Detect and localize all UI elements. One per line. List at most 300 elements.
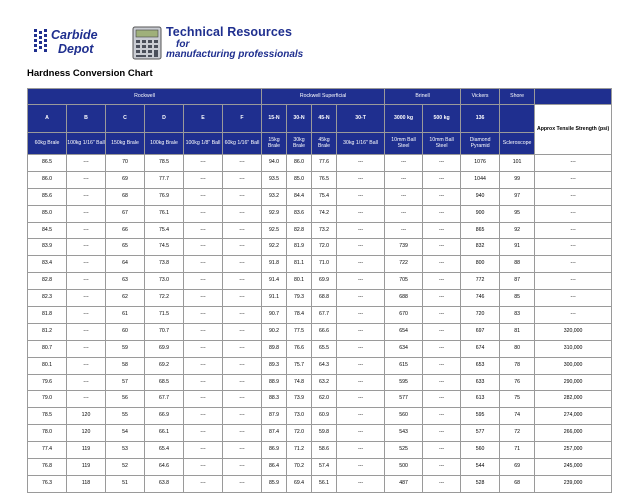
table-cell: --- — [337, 290, 385, 307]
table-cell: --- — [337, 307, 385, 324]
table-cell: --- — [184, 188, 223, 205]
table-cell: 66.6 — [312, 323, 337, 340]
table-cell: 86.5 — [28, 155, 67, 172]
table-cell: --- — [184, 171, 223, 188]
table-cell: --- — [423, 273, 461, 290]
table-cell: 93.2 — [262, 188, 287, 205]
table-cell: 239,000 — [535, 475, 612, 492]
table-cell: --- — [337, 340, 385, 357]
table-cell: 63.8 — [145, 475, 184, 492]
table-row — [28, 222, 612, 239]
table-cell: 91.4 — [262, 273, 287, 290]
table-cell: 120 — [67, 425, 106, 442]
tagline-heading: Technical Resources — [166, 25, 293, 39]
table-cell: 940 — [461, 188, 500, 205]
sub-header-cell: Diamond Pyramid — [461, 133, 500, 155]
table-cell: --- — [67, 357, 106, 374]
table-cell: --- — [223, 205, 262, 222]
table-cell: 290,000 — [535, 374, 612, 391]
table-cell: 577 — [385, 391, 423, 408]
table-cell: --- — [67, 205, 106, 222]
table-cell: 66.1 — [145, 425, 184, 442]
group-header-row — [28, 89, 612, 105]
table-cell: --- — [535, 171, 612, 188]
table-cell: 66 — [106, 222, 145, 239]
table-cell: --- — [337, 425, 385, 442]
table-cell: 91 — [500, 239, 535, 256]
table-cell: --- — [535, 290, 612, 307]
table-cell: --- — [223, 290, 262, 307]
table-cell: 82.3 — [28, 290, 67, 307]
table-cell: 615 — [385, 357, 423, 374]
tagline-for: for — [176, 38, 190, 50]
table-cell: 55 — [106, 408, 145, 425]
scale-header-30n: 30-N — [287, 105, 312, 133]
table-cell: --- — [423, 357, 461, 374]
table-cell: --- — [223, 256, 262, 273]
scale-header-f: F — [223, 105, 262, 133]
table-cell: 86.0 — [287, 155, 312, 172]
table-cell: 58 — [106, 357, 145, 374]
table-cell: 56.1 — [312, 475, 337, 492]
table-cell: --- — [337, 442, 385, 459]
table-cell: 80 — [500, 340, 535, 357]
carbide-depot-logo — [34, 27, 126, 55]
table-cell: 83.4 — [28, 256, 67, 273]
table-cell: 525 — [385, 442, 423, 459]
table-cell: --- — [184, 425, 223, 442]
table-cell: 266,000 — [535, 425, 612, 442]
table-cell: --- — [67, 323, 106, 340]
table-cell: 595 — [385, 374, 423, 391]
table-cell: 72.0 — [287, 425, 312, 442]
table-cell: 89.8 — [262, 340, 287, 357]
table-cell: 543 — [385, 425, 423, 442]
table-row — [28, 442, 612, 459]
table-cell: 500 — [385, 459, 423, 476]
table-cell: 75.7 — [287, 357, 312, 374]
scale-header-3000kg: 3000 kg — [385, 105, 423, 133]
table-cell: --- — [423, 307, 461, 324]
table-cell: 69 — [500, 459, 535, 476]
sub-header-cell: 150kg Brale — [106, 133, 145, 155]
sub-header-cell: 45kg Brale — [312, 133, 337, 155]
table-cell: 69.9 — [312, 273, 337, 290]
table-cell: 79.0 — [28, 391, 67, 408]
table-cell: 634 — [385, 340, 423, 357]
table-cell: 79.3 — [287, 290, 312, 307]
table-cell: 800 — [461, 256, 500, 273]
sub-header-cell: 60kg 1/16" Ball — [223, 133, 262, 155]
table-cell: 93.5 — [262, 171, 287, 188]
group-header-vickers: Vickers — [461, 89, 500, 105]
table-cell: 81 — [500, 323, 535, 340]
table-cell: 59.8 — [312, 425, 337, 442]
table-cell: --- — [385, 205, 423, 222]
table-cell: 69.2 — [145, 357, 184, 374]
table-cell: 688 — [385, 290, 423, 307]
table-cell: 900 — [461, 205, 500, 222]
table-cell: 70.2 — [287, 459, 312, 476]
calculator-icon — [132, 26, 162, 60]
table-cell: 81.1 — [287, 256, 312, 273]
table-cell: 119 — [67, 442, 106, 459]
table-cell: 64.6 — [145, 459, 184, 476]
table-cell: 71 — [500, 442, 535, 459]
table-cell: 66.9 — [145, 408, 184, 425]
table-cell: 80.7 — [28, 340, 67, 357]
table-cell: --- — [423, 442, 461, 459]
table-cell: 76.3 — [28, 475, 67, 492]
table-cell: 274,000 — [535, 408, 612, 425]
table-cell: 94.0 — [262, 155, 287, 172]
table-cell: 89.3 — [262, 357, 287, 374]
table-cell: --- — [535, 256, 612, 273]
table-cell: 60.9 — [312, 408, 337, 425]
table-cell: 68 — [500, 475, 535, 492]
table-cell: 487 — [385, 475, 423, 492]
scale-header-b: B — [67, 105, 106, 133]
table-cell: 84.4 — [287, 188, 312, 205]
table-cell: --- — [223, 374, 262, 391]
table-cell: 70.7 — [145, 323, 184, 340]
table-row — [28, 273, 612, 290]
table-cell: 74.5 — [145, 239, 184, 256]
table-cell: --- — [337, 323, 385, 340]
table-cell: --- — [535, 188, 612, 205]
sub-header-cell: 10mm Ball Steel — [423, 133, 461, 155]
table-cell: --- — [67, 374, 106, 391]
sub-header-cell: Scleroscope — [500, 133, 535, 155]
table-cell: 720 — [461, 307, 500, 324]
table-cell: 82.8 — [287, 222, 312, 239]
table-cell: --- — [223, 188, 262, 205]
table-cell: 320,000 — [535, 323, 612, 340]
table-cell: 1076 — [461, 155, 500, 172]
table-cell: --- — [337, 459, 385, 476]
table-cell: --- — [184, 442, 223, 459]
table-cell: --- — [223, 391, 262, 408]
table-cell: 81.2 — [28, 323, 67, 340]
table-cell: 65.4 — [145, 442, 184, 459]
table-cell: 76.6 — [287, 340, 312, 357]
table-cell: 697 — [461, 323, 500, 340]
table-cell: 68.5 — [145, 374, 184, 391]
table-cell: --- — [423, 171, 461, 188]
sub-header-cell: 60kg Brale — [28, 133, 67, 155]
table-cell: --- — [423, 425, 461, 442]
sub-header-cell: 30kg 1/16" Ball — [337, 133, 385, 155]
table-cell: 87.4 — [262, 425, 287, 442]
table-cell: --- — [535, 307, 612, 324]
table-cell: --- — [67, 273, 106, 290]
table-cell: --- — [423, 374, 461, 391]
table-cell: --- — [423, 155, 461, 172]
table-cell: 63.2 — [312, 374, 337, 391]
table-cell: 57.4 — [312, 459, 337, 476]
table-cell: 54 — [106, 425, 145, 442]
table-cell: 91.1 — [262, 290, 287, 307]
scale-header-30t: 30-T — [337, 105, 385, 133]
table-cell: 52 — [106, 459, 145, 476]
table-cell: 282,000 — [535, 391, 612, 408]
table-cell: --- — [223, 222, 262, 239]
table-row — [28, 425, 612, 442]
table-cell: 82.8 — [28, 273, 67, 290]
tensile-strength-header: Approx Tensile Strength (psi) — [535, 105, 612, 155]
table-cell: 76.1 — [145, 205, 184, 222]
sub-header-cell: 15kg Brale — [262, 133, 287, 155]
table-cell: 71.5 — [145, 307, 184, 324]
table-cell: 63 — [106, 273, 145, 290]
sub-header-cell: 100kg Brale — [145, 133, 184, 155]
table-cell: 88 — [500, 256, 535, 273]
table-cell: --- — [337, 273, 385, 290]
table-cell: --- — [67, 155, 106, 172]
table-cell: 69.9 — [145, 340, 184, 357]
table-cell: 86.4 — [262, 459, 287, 476]
table-cell: 90.2 — [262, 323, 287, 340]
table-cell: 528 — [461, 475, 500, 492]
table-row — [28, 357, 612, 374]
table-cell: 77.7 — [145, 171, 184, 188]
table-cell: --- — [223, 459, 262, 476]
table-cell: 68.8 — [312, 290, 337, 307]
table-cell: --- — [67, 188, 106, 205]
table-cell: 81.8 — [28, 307, 67, 324]
table-cell: --- — [337, 408, 385, 425]
table-cell: --- — [67, 239, 106, 256]
table-cell: --- — [184, 475, 223, 492]
table-cell: 83.9 — [28, 239, 67, 256]
table-row — [28, 459, 612, 476]
table-cell: --- — [423, 391, 461, 408]
table-cell: 74.2 — [312, 205, 337, 222]
table-cell: 65.5 — [312, 340, 337, 357]
table-cell: 88.3 — [262, 391, 287, 408]
table-cell: 80.1 — [28, 357, 67, 374]
table-cell: 73.8 — [145, 256, 184, 273]
table-cell: 97 — [500, 188, 535, 205]
table-cell: 739 — [385, 239, 423, 256]
sub-header-cell: 100kg 1/16" Ball — [67, 133, 106, 155]
table-row — [28, 475, 612, 492]
table-cell: --- — [223, 340, 262, 357]
table-cell: 53 — [106, 442, 145, 459]
table-cell: 1044 — [461, 171, 500, 188]
table-cell: 84.5 — [28, 222, 67, 239]
scale-header-shore-blank — [500, 105, 535, 133]
table-body — [28, 155, 612, 493]
table-row — [28, 323, 612, 340]
table-row — [28, 239, 612, 256]
table-cell: 57 — [106, 374, 145, 391]
table-cell: --- — [184, 290, 223, 307]
table-cell: 88.9 — [262, 374, 287, 391]
table-cell: 78 — [500, 357, 535, 374]
table-cell: --- — [67, 340, 106, 357]
table-row — [28, 155, 612, 172]
table-cell: --- — [184, 205, 223, 222]
table-cell: 772 — [461, 273, 500, 290]
table-cell: --- — [385, 222, 423, 239]
table-cell: --- — [423, 256, 461, 273]
table-cell: --- — [423, 323, 461, 340]
group-header-rockwell: Rockwell — [28, 89, 262, 105]
table-cell: 99 — [500, 171, 535, 188]
table-cell: 865 — [461, 222, 500, 239]
sub-header-cell: 100kg 1/8" Ball — [184, 133, 223, 155]
table-cell: --- — [223, 155, 262, 172]
table-row — [28, 408, 612, 425]
table-cell: 74.8 — [287, 374, 312, 391]
table-cell: 92.5 — [262, 222, 287, 239]
table-cell: --- — [423, 340, 461, 357]
table-cell: --- — [337, 391, 385, 408]
table-cell: 118 — [67, 475, 106, 492]
table-cell: 544 — [461, 459, 500, 476]
scale-header-45n: 45-N — [312, 105, 337, 133]
table-cell: 85.9 — [262, 475, 287, 492]
table-cell: 705 — [385, 273, 423, 290]
table-cell: 577 — [461, 425, 500, 442]
table-cell: 73.0 — [145, 273, 184, 290]
table-cell: --- — [535, 205, 612, 222]
table-cell: 69.4 — [287, 475, 312, 492]
table-cell: 81.9 — [287, 239, 312, 256]
table-cell: 75 — [500, 391, 535, 408]
table-cell: --- — [184, 357, 223, 374]
table-cell: --- — [223, 408, 262, 425]
table-cell: --- — [67, 171, 106, 188]
table-cell: 87 — [500, 273, 535, 290]
table-cell: --- — [184, 459, 223, 476]
group-header-blank — [535, 89, 612, 105]
table-cell: 76 — [500, 374, 535, 391]
table-cell: --- — [423, 222, 461, 239]
scale-header-136: 136 — [461, 105, 500, 133]
table-cell: 75.4 — [312, 188, 337, 205]
table-cell: --- — [423, 459, 461, 476]
scale-header-c: C — [106, 105, 145, 133]
table-cell: --- — [184, 408, 223, 425]
table-cell: 73.2 — [312, 222, 337, 239]
table-cell: 85.0 — [287, 171, 312, 188]
table-cell: --- — [67, 290, 106, 307]
table-row — [28, 307, 612, 324]
table-cell: 245,000 — [535, 459, 612, 476]
table-cell: 595 — [461, 408, 500, 425]
table-cell: 72 — [500, 425, 535, 442]
table-cell: 67.7 — [312, 307, 337, 324]
table-cell: 67.7 — [145, 391, 184, 408]
table-cell: 79.6 — [28, 374, 67, 391]
table-cell: 77.4 — [28, 442, 67, 459]
table-cell: --- — [184, 273, 223, 290]
table-cell: 61 — [106, 307, 145, 324]
table-cell: --- — [184, 239, 223, 256]
table-cell: --- — [423, 408, 461, 425]
table-cell: 560 — [461, 442, 500, 459]
tagline-subtitle: manufacturing professionals — [166, 48, 304, 60]
group-header-shore: Shore — [500, 89, 535, 105]
sub-header-cell: 30kg Brale — [287, 133, 312, 155]
table-cell: 64 — [106, 256, 145, 273]
table-cell: 60 — [106, 323, 145, 340]
table-cell: 560 — [385, 408, 423, 425]
table-cell: 670 — [385, 307, 423, 324]
table-cell: --- — [184, 256, 223, 273]
table-cell: --- — [223, 273, 262, 290]
table-cell: 72.0 — [312, 239, 337, 256]
table-cell: 86.9 — [262, 442, 287, 459]
table-cell: 85 — [500, 290, 535, 307]
table-row — [28, 205, 612, 222]
table-cell: 83.6 — [287, 205, 312, 222]
table-cell: --- — [223, 357, 262, 374]
table-cell: --- — [223, 425, 262, 442]
table-cell: --- — [184, 307, 223, 324]
table-cell: --- — [184, 155, 223, 172]
table-cell: --- — [337, 374, 385, 391]
table-cell: 70 — [106, 155, 145, 172]
table-cell: 69 — [106, 171, 145, 188]
table-cell: 85.6 — [28, 188, 67, 205]
table-cell: --- — [535, 222, 612, 239]
table-cell: --- — [385, 188, 423, 205]
table-cell: 674 — [461, 340, 500, 357]
table-cell: --- — [385, 171, 423, 188]
table-cell: --- — [184, 374, 223, 391]
table-cell: --- — [223, 475, 262, 492]
table-cell: --- — [423, 239, 461, 256]
table-cell: 71.0 — [312, 256, 337, 273]
table-row — [28, 374, 612, 391]
table-cell: --- — [337, 475, 385, 492]
table-cell: 101 — [500, 155, 535, 172]
table-cell: --- — [67, 307, 106, 324]
scale-header-15n: 15-N — [262, 105, 287, 133]
table-cell: 80.1 — [287, 273, 312, 290]
table-cell: 75.4 — [145, 222, 184, 239]
sub-header-cell: 10mm Ball Steel — [385, 133, 423, 155]
table-cell: --- — [337, 222, 385, 239]
table-cell: --- — [223, 171, 262, 188]
table-cell: --- — [184, 391, 223, 408]
table-cell: --- — [337, 188, 385, 205]
table-cell: 78.0 — [28, 425, 67, 442]
table-cell: --- — [423, 290, 461, 307]
table-cell: 86.0 — [28, 171, 67, 188]
table-cell: --- — [184, 340, 223, 357]
table-cell: 119 — [67, 459, 106, 476]
table-cell: 78.5 — [145, 155, 184, 172]
table-cell: 64.3 — [312, 357, 337, 374]
table-cell: 72.2 — [145, 290, 184, 307]
hardness-conversion-table — [27, 88, 612, 493]
table-cell: --- — [337, 171, 385, 188]
table-cell: 59 — [106, 340, 145, 357]
table-cell: --- — [423, 188, 461, 205]
table-cell: --- — [337, 357, 385, 374]
table-cell: 51 — [106, 475, 145, 492]
table-cell: 67 — [106, 205, 145, 222]
table-row — [28, 340, 612, 357]
table-cell: 120 — [67, 408, 106, 425]
table-cell: 77.6 — [312, 155, 337, 172]
table-cell: --- — [337, 256, 385, 273]
table-cell: 78.5 — [28, 408, 67, 425]
